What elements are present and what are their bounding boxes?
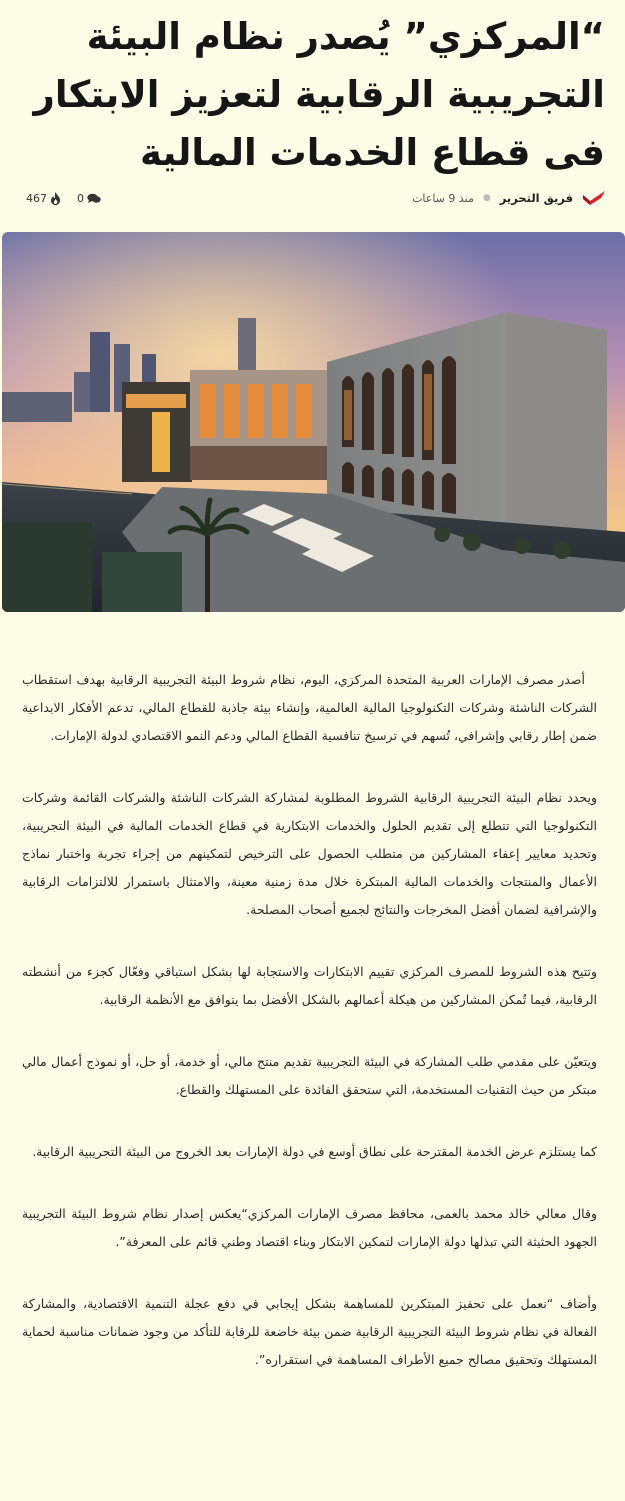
views-count: 467 bbox=[26, 191, 47, 205]
article-paragraph-7: وأضاف “نعمل على تحفيز المبتكرين للمساهمة بشكل إيجابي في دفع عجلة التنمية الاقتصادية، والمشاركة الفعالة في نظام شروط البيئة التجريبية الرقابية ضمن بيئة خاضعة للرقابة للتأكد من وجود ضمانات مناسبة لحماية المستهلك وتحقيق مصالح جميع الأطراف المساهمة في استقراره”. bbox=[22, 1296, 597, 1367]
author-name[interactable]: فريق التحرير bbox=[499, 191, 573, 205]
comments-stat[interactable] bbox=[77, 192, 101, 205]
article-body bbox=[22, 666, 597, 1408]
site-logo-icon[interactable] bbox=[581, 189, 607, 207]
article-paragraph-3: وتتيح هذه الشروط للمصرف المركزي تقييم الابتكارات والاستجابة لها بشكل استباقي وفعّال كجزء من أنشطته الرقابية، فيما تُمكن المشاركين من هيكلة أعمالهم بالشكل الأفضل بما يتوافق مع الأنظمة الرقابية. bbox=[22, 964, 597, 1007]
article-headline: “المركزي” يُصدر نظام البيئة التجريبية الرقابية لتعزيز الابتكار فى قطاع الخدمات المالية bbox=[33, 15, 605, 174]
article-paragraph-1: أصدر مصرف الإمارات العربية المتحدة المركزي، اليوم، نظام شروط البيئة التجريبية الرقابية بهدف استقطاب الشركات الناشئة وشركات التكنولوجيا المالية العالمية، وإنشاء بيئة جاذبة للقطاع المالي، تدعم الأفكار الابداعية ضمن إطار رقابي وإشرافي، تُسهم في ترسيخ تنافسية القطاع المالي ودعم النمو الاقتصادي لدولة الإمارات. bbox=[22, 672, 597, 743]
hero-image[interactable] bbox=[2, 232, 625, 612]
hero-photo-central-bank-building bbox=[2, 232, 625, 612]
views-stat bbox=[26, 192, 61, 205]
separator-dot: ● bbox=[482, 193, 491, 203]
comment-bubbles-icon bbox=[87, 193, 101, 204]
article-paragraph-4: ويتعيّن على مقدمي طلب المشاركة في البيئة التجريبية تقديم منتج مالي، أو خدمة، أو حل، أو نموذج أعمال مالي مبتكر من حيث التقنيات المستخدمة، التي ستحقق الفائدة على المستهلك والقطاع. bbox=[22, 1054, 597, 1097]
comments-count: 0 bbox=[77, 191, 84, 205]
publish-time: منذ 9 ساعات bbox=[412, 191, 474, 205]
article-paragraph-6: وقال معالي خالد محمد بالعمى، محافظ مصرف الإمارات المركزي“يعكس إصدار نظام شروط البيئة التجريبية الجهود الحثيثة التي تبذلها دولة الإمارات لتمكين الابتكار وبناء اقتصاد وطني قائم على المعرفة”. bbox=[22, 1206, 597, 1249]
article-paragraph-5: كما يستلزم عرض الخدمة المقترحة على نطاق أوسع في دولة الإمارات بعد الخروج من البيئة التجريبية الرقابية. bbox=[32, 1144, 597, 1159]
flame-icon bbox=[50, 192, 61, 205]
article-stats bbox=[26, 192, 101, 205]
article-meta bbox=[26, 186, 607, 210]
article-paragraph-2: ويحدد نظام البيئة التجريبية الرقابية الشروط المطلوبة لمشاركة الشركات الناشئة والشركات القائمة وشركات التكنولوجيا التي تتطلع إلى تقديم الحلول والخدمات الابتكارية في قطاع الخدمات المالية في البيئة التجريبية، وتحديد معايير إعفاء المشاركين من متطلب الحصول على الترخيص لتمكينهم من إجراء تجربة واختبار نماذج الأعمال والمنتجات والخدمات المالية المبتكرة خلال مدة زمنية معينة، والامتثال باستمرار للالتزامات الرقابية والإشرافية لضمان أفضل المخرجات والنتائج لجميع أصحاب المصلحة. bbox=[22, 790, 597, 917]
